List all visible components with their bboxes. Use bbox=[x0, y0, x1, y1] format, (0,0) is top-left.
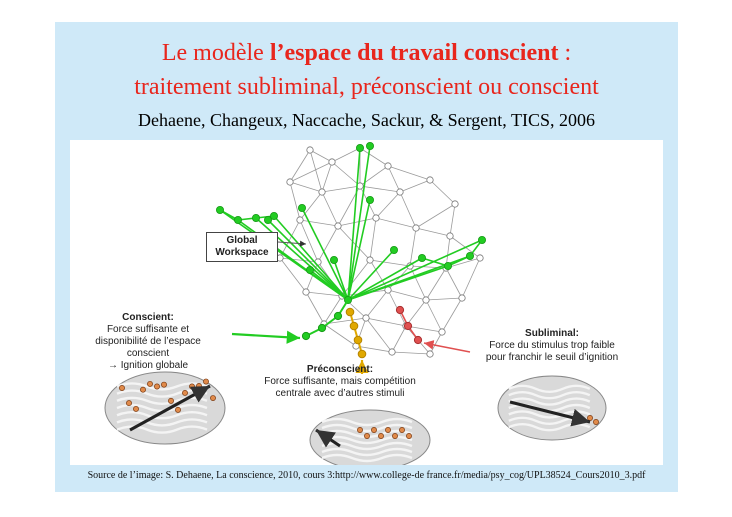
brain-activation-dot bbox=[189, 384, 194, 389]
brain-activation-dot bbox=[119, 385, 124, 390]
network-edge bbox=[300, 220, 338, 226]
brain-activation-dot bbox=[168, 398, 173, 403]
preconscient-label: Préconscient: Force suffisante, mais compétition centrale avec d’autres stimuli bbox=[264, 364, 416, 399]
network-edge bbox=[450, 204, 455, 236]
network-edge bbox=[370, 218, 376, 260]
network-node bbox=[452, 201, 458, 207]
ignition-node bbox=[216, 206, 223, 213]
network-node bbox=[307, 147, 313, 153]
brain-activation-dot bbox=[371, 427, 376, 432]
network-edge bbox=[392, 326, 406, 352]
brain-activation-dot bbox=[385, 427, 390, 432]
ignition-node bbox=[418, 254, 425, 261]
ignition-node bbox=[298, 204, 305, 211]
network-edge bbox=[442, 298, 462, 332]
network-edge bbox=[416, 228, 450, 236]
network-edge bbox=[360, 148, 388, 166]
brain-activation-dot bbox=[587, 415, 592, 420]
network-edge bbox=[332, 162, 360, 186]
brain-activation-dot bbox=[406, 433, 411, 438]
network-edge bbox=[370, 260, 410, 266]
network-node bbox=[329, 159, 335, 165]
network-node bbox=[423, 297, 429, 303]
brain-activation-dot bbox=[357, 427, 362, 432]
network-node bbox=[397, 189, 403, 195]
network-edge bbox=[376, 218, 416, 228]
network-node bbox=[303, 289, 309, 295]
network-node bbox=[363, 315, 369, 321]
title-bold: l’espace du travail conscient bbox=[269, 40, 559, 66]
network-edge bbox=[366, 318, 406, 326]
network-edge bbox=[280, 258, 306, 292]
ignition-edge bbox=[348, 240, 482, 300]
global-workspace-label: Global Workspace bbox=[206, 232, 278, 262]
network-node bbox=[389, 349, 395, 355]
network-node bbox=[413, 225, 419, 231]
authors: Dehaene, Changeux, Naccache, Sackur, & Sergent, TICS, 2006 bbox=[138, 110, 595, 130]
ignition-node bbox=[234, 216, 241, 223]
network-edge bbox=[360, 186, 400, 192]
subliminal-node bbox=[404, 322, 411, 329]
network-edge bbox=[462, 258, 480, 298]
network-edge bbox=[426, 298, 462, 300]
network-edge bbox=[306, 292, 324, 324]
brain-activation-dot bbox=[392, 433, 397, 438]
ignition-node bbox=[366, 196, 373, 203]
brain-activation-dot bbox=[182, 390, 187, 395]
brain-activation-dot bbox=[140, 387, 145, 392]
ignition-node bbox=[330, 256, 337, 263]
brain-activation-dot bbox=[593, 419, 598, 424]
network-diagram bbox=[70, 140, 663, 465]
conscient-input-node bbox=[302, 332, 309, 339]
brain-activation-dot bbox=[364, 433, 369, 438]
network-edge bbox=[338, 218, 376, 226]
ignition-node bbox=[252, 214, 259, 221]
network-edge bbox=[366, 290, 388, 318]
brain-activation-dot bbox=[161, 382, 166, 387]
ignition-node bbox=[390, 246, 397, 253]
network-node bbox=[287, 179, 293, 185]
network-edge bbox=[388, 166, 430, 180]
ignition-edge bbox=[302, 208, 348, 300]
network-node bbox=[373, 215, 379, 221]
preconscient-node bbox=[358, 350, 366, 358]
network-node bbox=[427, 351, 433, 357]
network-node bbox=[335, 223, 341, 229]
brain-activation-dot bbox=[154, 384, 159, 389]
ignition-node bbox=[366, 142, 373, 149]
slide bbox=[55, 22, 678, 492]
ignition-node bbox=[356, 144, 363, 151]
ignition-node bbox=[466, 252, 473, 259]
network-edge bbox=[310, 150, 322, 192]
network-edge bbox=[430, 332, 442, 354]
network-node bbox=[439, 329, 445, 335]
brain-activation-dot bbox=[203, 379, 208, 384]
network-edge bbox=[388, 290, 426, 300]
ignition-node bbox=[306, 266, 313, 273]
network-edge bbox=[446, 268, 462, 298]
network-node bbox=[297, 217, 303, 223]
network-node bbox=[319, 189, 325, 195]
network-node bbox=[447, 233, 453, 239]
network-edge bbox=[332, 148, 360, 162]
network-node bbox=[427, 177, 433, 183]
brain-activation-dot bbox=[399, 427, 404, 432]
network-edge bbox=[400, 192, 416, 228]
preconscient-node bbox=[346, 308, 354, 316]
conscient-input-node bbox=[318, 324, 325, 331]
slide-title-line2: traitement subliminal, préconscient ou conscient bbox=[134, 74, 599, 100]
brain-activation-dot bbox=[126, 400, 131, 405]
brain-activation-dot bbox=[378, 433, 383, 438]
network-edge bbox=[322, 186, 360, 192]
network-edge bbox=[290, 182, 300, 220]
workspace-figure bbox=[70, 140, 663, 465]
network-edge bbox=[290, 182, 322, 192]
subliminal-node bbox=[396, 306, 403, 313]
brain-activation-dot bbox=[210, 395, 215, 400]
network-edge bbox=[392, 352, 430, 354]
subliminal-node bbox=[414, 336, 421, 343]
slide-title-line1: Le modèle l’espace du travail conscient : bbox=[161, 40, 572, 66]
network-edge bbox=[410, 228, 416, 266]
conscient-label: Conscient: Force suffisante et disponibilité de l’espace conscient → Ignition globale bbox=[95, 312, 201, 371]
network-edge bbox=[322, 192, 338, 226]
network-node bbox=[385, 163, 391, 169]
network-edge bbox=[322, 162, 332, 192]
brain-activation-dot bbox=[147, 381, 152, 386]
brain-activation-dot bbox=[196, 383, 201, 388]
network-edge bbox=[416, 204, 455, 228]
network-node bbox=[477, 255, 483, 261]
network-edge bbox=[426, 300, 442, 332]
image-source-caption: Source de l’image: S. Dehaene, La conscience, 2010, cours 3:http://www.college-de france.fr/media/psy_cog/UPL38524_Cours2010_3.pdf bbox=[87, 470, 646, 481]
network-node bbox=[367, 257, 373, 263]
preconscient-node bbox=[350, 322, 358, 330]
ignition-node bbox=[478, 236, 485, 243]
ignition-node bbox=[264, 216, 271, 223]
subliminal-label: Subliminal: Force du stimulus trop faible pour franchir le seuil d’ignition bbox=[485, 328, 619, 363]
brain-activation-dot bbox=[175, 407, 180, 412]
network-edge bbox=[366, 318, 392, 352]
network-edge bbox=[400, 180, 430, 192]
network-edge bbox=[376, 192, 400, 218]
ignition-node bbox=[444, 262, 451, 269]
brain-activation-dot bbox=[133, 406, 138, 411]
preconscient-node bbox=[354, 336, 362, 344]
network-edge bbox=[388, 166, 400, 192]
conscient-input-node bbox=[334, 312, 341, 319]
network-edge bbox=[430, 180, 455, 204]
network-node bbox=[459, 295, 465, 301]
conscient-input-arrow bbox=[232, 334, 300, 338]
